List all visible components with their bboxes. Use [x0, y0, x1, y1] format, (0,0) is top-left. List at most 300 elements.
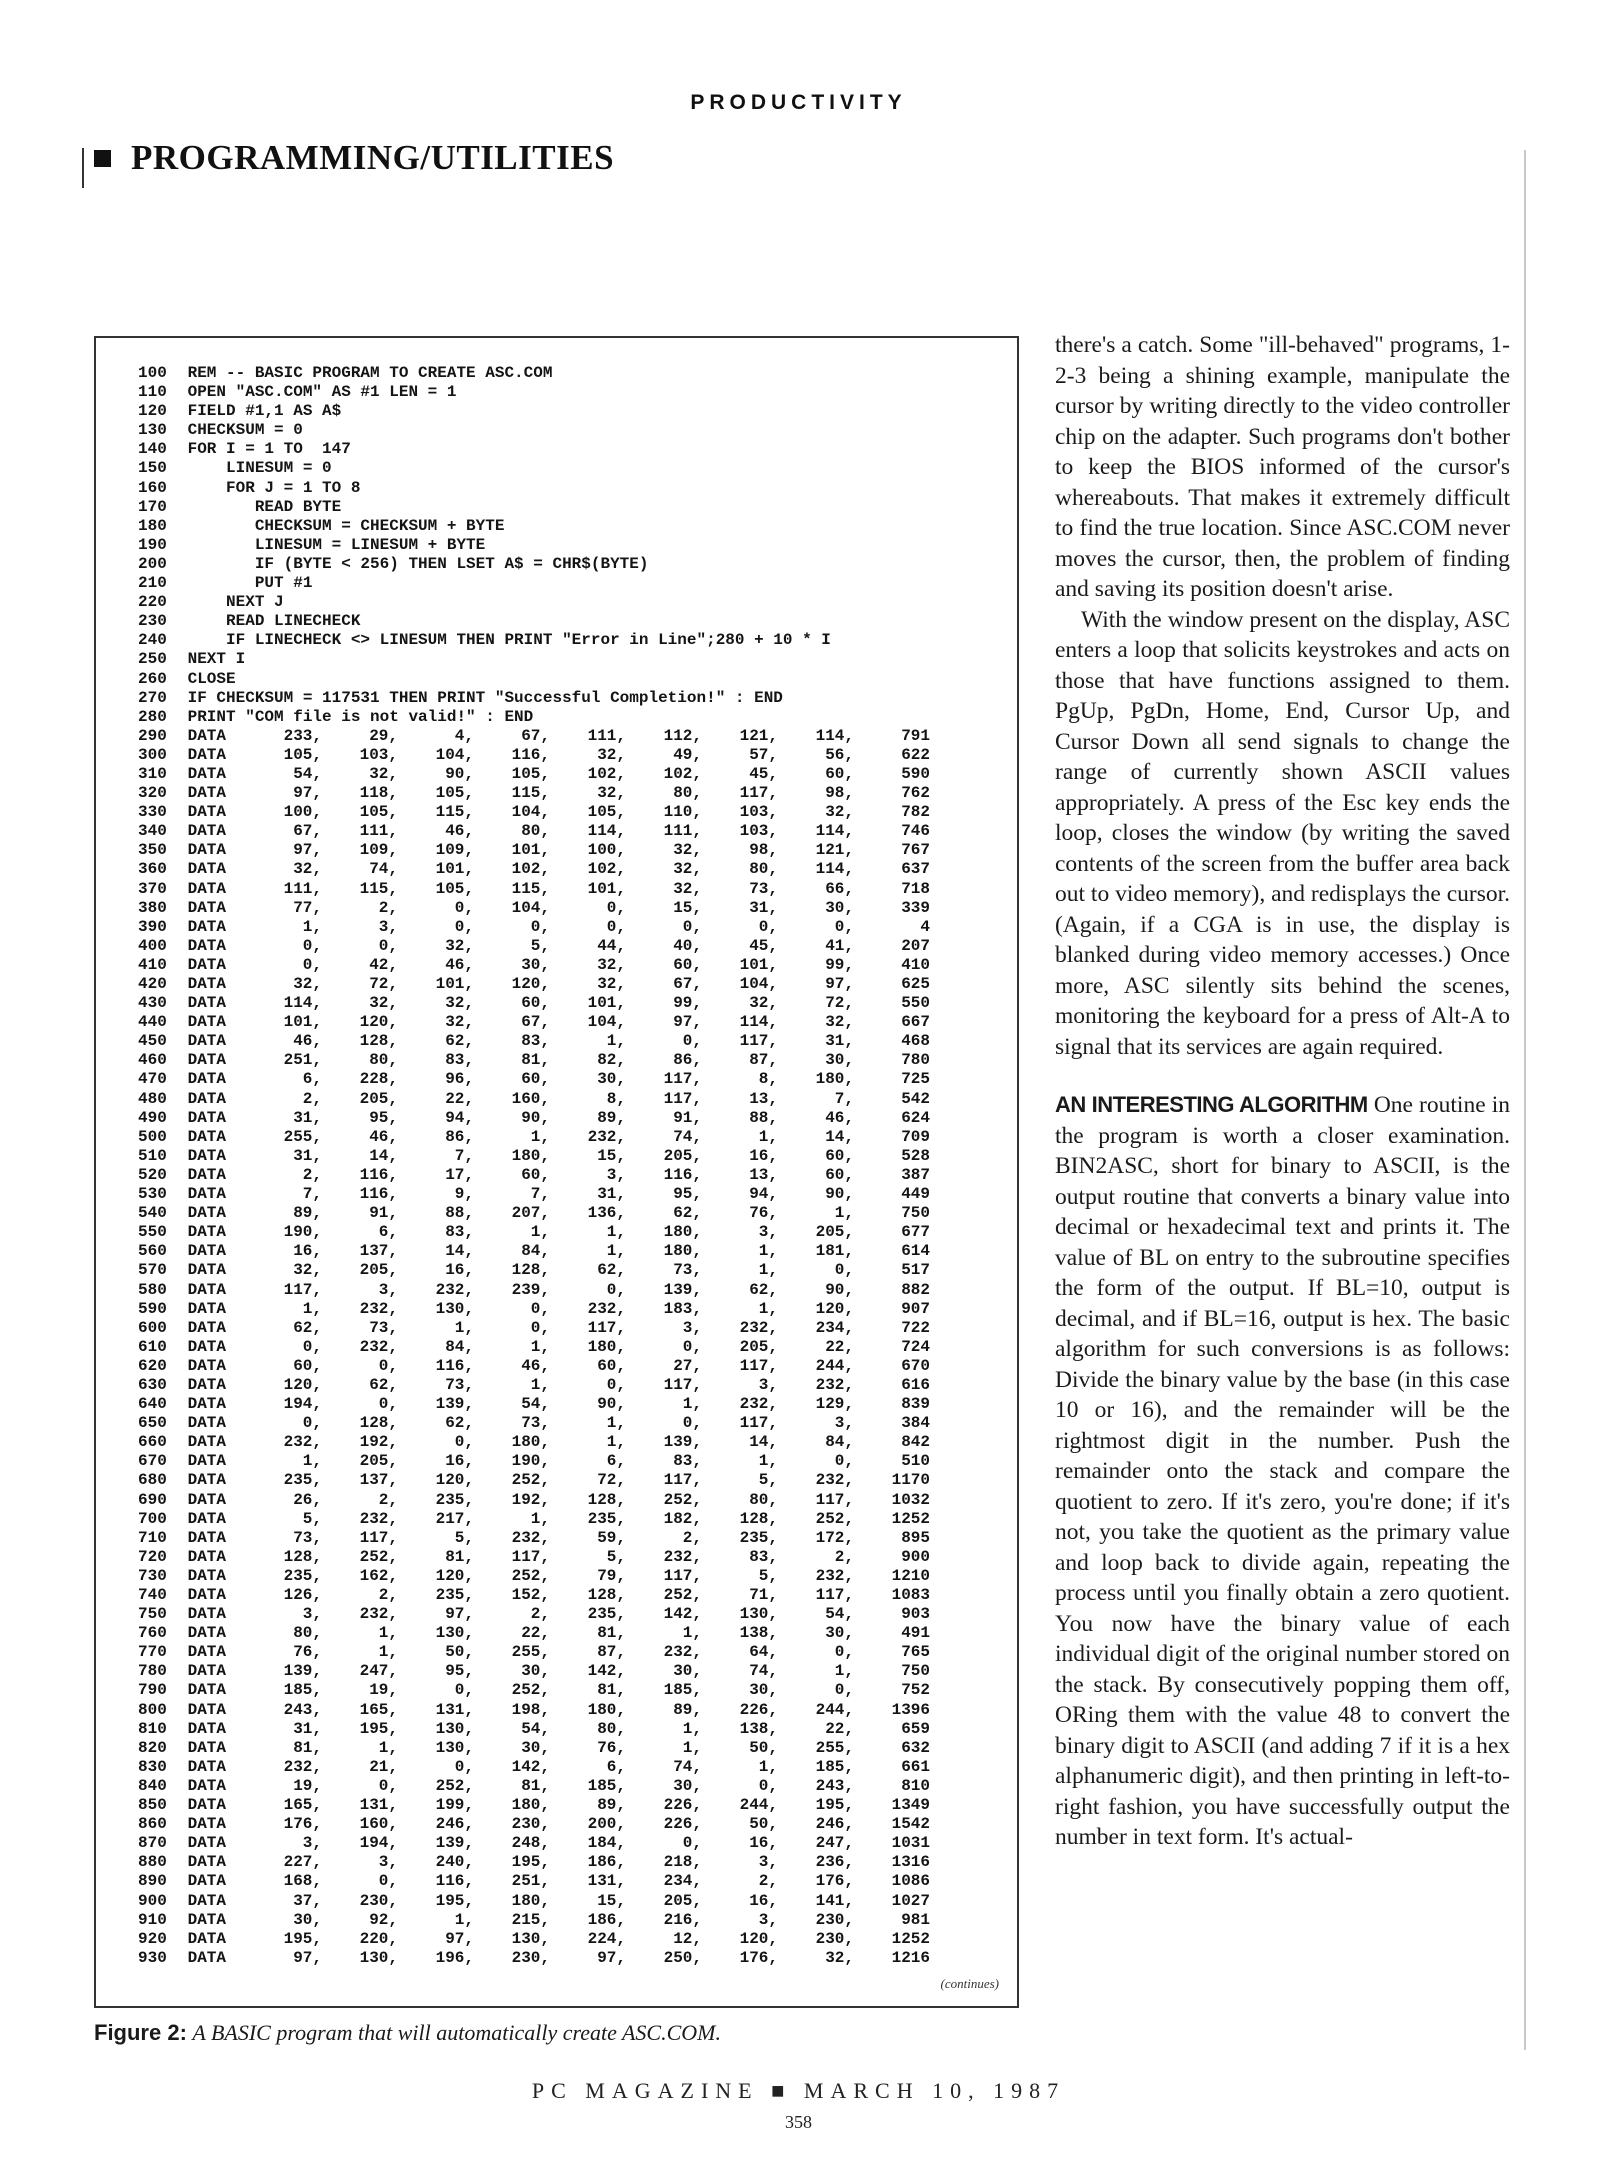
line-checksum: 670	[901, 1356, 930, 1375]
line-number: 700	[138, 1509, 167, 1528]
data-byte: 1,	[530, 1509, 550, 1528]
line-checksum: 624	[901, 1108, 930, 1127]
line-checksum: 1086	[891, 1872, 930, 1891]
data-byte: 89,	[597, 1108, 626, 1127]
data-byte: 80,	[597, 1719, 626, 1738]
data-line	[138, 860, 1008, 879]
data-byte: 131,	[359, 1796, 398, 1815]
data-byte: 248,	[511, 1834, 550, 1853]
data-byte: 220,	[359, 1929, 398, 1948]
data-byte: 228,	[359, 1070, 398, 1089]
data-byte: 117,	[511, 1547, 550, 1566]
data-byte: 142,	[511, 1757, 550, 1776]
data-byte: 0,	[834, 917, 854, 936]
data-byte: 1,	[530, 1127, 550, 1146]
data-byte: 32,	[445, 994, 474, 1013]
data-byte: 2,	[302, 1089, 322, 1108]
line-number: 160	[138, 478, 167, 497]
data-keyword: DATA	[178, 1948, 227, 1967]
line-number: 670	[138, 1452, 167, 1471]
data-byte: 15,	[673, 898, 702, 917]
data-byte: 184,	[587, 1834, 626, 1853]
data-byte: 97,	[293, 1948, 322, 1967]
line-number: 540	[138, 1204, 167, 1223]
data-byte: 60,	[293, 1356, 322, 1375]
data-byte: 13,	[749, 1089, 778, 1108]
data-byte: 32,	[369, 994, 398, 1013]
data-byte: 6,	[606, 1757, 626, 1776]
data-keyword: DATA	[178, 1433, 227, 1452]
page-number: 358	[785, 2112, 812, 2132]
data-keyword: DATA	[178, 1605, 227, 1624]
data-byte: 252,	[663, 1490, 702, 1509]
data-byte: 115,	[511, 784, 550, 803]
line-checksum: 1083	[891, 1586, 930, 1604]
data-byte: 194,	[283, 1395, 322, 1414]
data-byte: 126,	[283, 1586, 322, 1604]
data-byte: 80,	[673, 784, 702, 803]
data-byte: 83,	[445, 1051, 474, 1070]
data-byte: 71,	[749, 1586, 778, 1604]
data-byte: 0,	[834, 1681, 854, 1700]
data-line	[138, 1567, 1008, 1586]
data-line	[138, 1319, 1008, 1338]
data-byte: 62,	[749, 1280, 778, 1299]
line-number: 550	[138, 1223, 167, 1242]
basic-statement: LINESUM = LINESUM + BYTE	[178, 535, 486, 554]
line-number: 930	[138, 1948, 167, 1967]
data-byte: 14,	[749, 1433, 778, 1452]
data-line	[138, 1051, 1008, 1070]
data-line	[138, 1471, 1008, 1490]
data-byte: 116,	[359, 1185, 398, 1204]
line-number: 590	[138, 1299, 167, 1318]
data-byte: 46,	[825, 1108, 854, 1127]
data-byte: 1,	[378, 1738, 398, 1757]
data-byte: 32,	[597, 745, 626, 764]
data-byte: 192,	[359, 1433, 398, 1452]
line-checksum: 614	[901, 1242, 930, 1261]
data-byte: 97,	[445, 1605, 474, 1624]
data-byte: 32,	[445, 936, 474, 955]
basic-statement: PUT #1	[178, 574, 313, 593]
basic-code-listing	[138, 364, 1008, 1968]
data-byte: 205,	[739, 1337, 778, 1356]
line-checksum: 622	[901, 745, 930, 764]
data-line	[138, 803, 1008, 822]
data-byte: 255,	[815, 1738, 854, 1757]
data-byte: 91,	[673, 1108, 702, 1127]
data-byte: 226,	[739, 1700, 778, 1719]
data-line	[138, 1872, 1008, 1891]
section-label: PRODUCTIVITY	[690, 91, 907, 114]
data-byte: 100,	[283, 803, 322, 822]
data-keyword: DATA	[178, 917, 227, 936]
line-checksum: 4	[920, 917, 930, 936]
data-byte: 81,	[597, 1624, 626, 1643]
data-byte: 128,	[283, 1547, 322, 1566]
data-byte: 74,	[673, 1757, 702, 1776]
data-byte: 4,	[454, 726, 474, 745]
data-byte: 31,	[293, 1719, 322, 1738]
data-byte: 90,	[825, 1280, 854, 1299]
line-number: 520	[138, 1165, 167, 1184]
data-keyword: DATA	[178, 1471, 227, 1490]
data-byte: 32,	[597, 975, 626, 993]
line-checksum: 752	[901, 1681, 930, 1700]
data-byte: 88,	[445, 1204, 474, 1223]
data-byte: 95,	[445, 1662, 474, 1681]
data-line	[138, 1090, 1008, 1109]
line-number: 560	[138, 1242, 167, 1261]
data-byte: 3,	[606, 1165, 626, 1184]
data-byte: 5,	[758, 1566, 778, 1585]
caption-text: A BASIC program that will automatically create ASC.COM.	[192, 2020, 721, 2045]
data-line	[138, 1853, 1008, 1872]
data-byte: 130,	[435, 1738, 474, 1757]
department-title-text: PROGRAMMING/UTILITIES	[131, 138, 615, 177]
data-byte: 3,	[834, 1414, 854, 1433]
data-byte: 32,	[673, 860, 702, 879]
data-byte: 128,	[587, 1586, 626, 1604]
line-checksum: 724	[901, 1337, 930, 1356]
data-byte: 243,	[815, 1776, 854, 1795]
data-byte: 250,	[663, 1948, 702, 1967]
data-byte: 116,	[435, 1356, 474, 1375]
line-number: 650	[138, 1414, 167, 1433]
data-byte: 116,	[435, 1872, 474, 1891]
line-number: 730	[138, 1566, 167, 1585]
data-byte: 116,	[511, 745, 550, 764]
line-checksum: 1210	[891, 1566, 930, 1585]
data-line	[138, 1624, 1008, 1643]
line-checksum: 900	[901, 1547, 930, 1566]
line-number: 260	[138, 669, 167, 688]
data-byte: 5,	[758, 1471, 778, 1490]
line-checksum: 659	[901, 1719, 930, 1738]
line-checksum: 491	[901, 1624, 930, 1643]
line-number: 310	[138, 764, 167, 783]
data-byte: 83,	[749, 1547, 778, 1566]
data-byte: 251,	[511, 1872, 550, 1891]
line-checksum: 762	[901, 784, 930, 803]
data-byte: 105,	[587, 803, 626, 822]
column-rule	[1524, 150, 1526, 2050]
data-byte: 103,	[739, 822, 778, 841]
line-checksum: 1216	[891, 1948, 930, 1967]
data-keyword: DATA	[178, 1834, 227, 1853]
data-byte: 205,	[359, 1452, 398, 1471]
line-number: 900	[138, 1891, 167, 1910]
data-keyword: DATA	[178, 1032, 227, 1051]
data-byte: 195,	[359, 1719, 398, 1738]
data-line	[138, 1739, 1008, 1758]
data-byte: 0,	[454, 898, 474, 917]
data-byte: 138,	[739, 1624, 778, 1643]
line-number: 810	[138, 1719, 167, 1738]
data-byte: 57,	[749, 745, 778, 764]
code-line	[138, 479, 1008, 498]
data-byte: 60,	[825, 1146, 854, 1165]
line-checksum: 468	[901, 1032, 930, 1051]
data-byte: 230,	[815, 1929, 854, 1948]
data-byte: 67,	[673, 975, 702, 993]
data-byte: 73,	[369, 1318, 398, 1337]
data-keyword: DATA	[178, 1853, 227, 1872]
data-byte: 234,	[815, 1318, 854, 1337]
data-byte: 32,	[293, 860, 322, 879]
data-byte: 3,	[758, 1910, 778, 1929]
article-paragraph-with-subhead	[1055, 1090, 1510, 1853]
data-byte: 232,	[815, 1375, 854, 1394]
line-checksum: 782	[901, 803, 930, 822]
data-byte: 90,	[597, 1395, 626, 1414]
data-byte: 215,	[511, 1910, 550, 1929]
data-byte: 162,	[359, 1566, 398, 1585]
line-number: 240	[138, 631, 167, 650]
data-byte: 139,	[435, 1834, 474, 1853]
basic-statement: READ BYTE	[178, 497, 342, 516]
data-byte: 2,	[834, 1547, 854, 1566]
data-keyword: DATA	[178, 1280, 227, 1299]
article-paragraph: there's a catch. Some "ill-behaved" programs, 1-2-3 being a shining example, manipulate the cursor by writing directly to the video controller chip on the adapter. Such programs don't bother to keep the BIOS informed of the cursor's whereabouts. That makes it extremely difficult to find the true location. Since ASC.COM never moves the cursor, then, the problem of finding and saving its position doesn't arise.	[1055, 332, 1510, 602]
data-byte: 232,	[587, 1127, 626, 1146]
data-byte: 232,	[587, 1299, 626, 1318]
data-line	[138, 1070, 1008, 1089]
code-line	[138, 402, 1008, 421]
data-byte: 50,	[749, 1738, 778, 1757]
data-byte: 32,	[597, 955, 626, 974]
data-byte: 128,	[739, 1509, 778, 1528]
data-byte: 230,	[511, 1815, 550, 1834]
data-byte: 165,	[359, 1700, 398, 1719]
data-byte: 6,	[606, 1452, 626, 1471]
line-checksum: 750	[901, 1662, 930, 1681]
data-byte: 139,	[435, 1395, 474, 1414]
line-number: 250	[138, 650, 167, 669]
data-byte: 73,	[749, 879, 778, 898]
data-byte: 95,	[369, 1108, 398, 1127]
data-byte: 0,	[454, 1681, 474, 1700]
line-number: 780	[138, 1662, 167, 1681]
figure-2-listing	[94, 336, 1019, 2008]
data-keyword: DATA	[178, 1299, 227, 1318]
data-byte: 182,	[663, 1509, 702, 1528]
data-byte: 105,	[283, 745, 322, 764]
data-byte: 60,	[521, 1165, 550, 1184]
data-byte: 244,	[739, 1796, 778, 1815]
line-number: 500	[138, 1127, 167, 1146]
data-byte: 86,	[445, 1127, 474, 1146]
basic-statement: CLOSE	[178, 669, 236, 688]
data-byte: 115,	[359, 879, 398, 898]
data-byte: 232,	[359, 1337, 398, 1356]
data-byte: 235,	[739, 1528, 778, 1547]
data-byte: 80,	[293, 1624, 322, 1643]
line-checksum: 791	[901, 726, 930, 745]
line-checksum: 903	[901, 1605, 930, 1624]
data-byte: 67,	[521, 1013, 550, 1032]
data-byte: 111,	[359, 822, 398, 841]
data-byte: 217,	[435, 1509, 474, 1528]
line-number: 740	[138, 1586, 167, 1604]
data-byte: 22,	[825, 1719, 854, 1738]
data-byte: 14,	[369, 1146, 398, 1165]
data-keyword: DATA	[178, 1375, 227, 1394]
data-byte: 185,	[663, 1681, 702, 1700]
data-keyword: DATA	[178, 879, 227, 898]
data-byte: 117,	[739, 1356, 778, 1375]
data-byte: 32,	[673, 841, 702, 860]
line-number: 890	[138, 1872, 167, 1891]
data-byte: 2,	[302, 1165, 322, 1184]
data-byte: 64,	[749, 1643, 778, 1662]
data-byte: 8,	[606, 1089, 626, 1108]
data-keyword: DATA	[178, 1776, 227, 1795]
data-byte: 32,	[445, 1013, 474, 1032]
data-byte: 121,	[815, 841, 854, 860]
line-number: 680	[138, 1471, 167, 1490]
data-byte: 22,	[825, 1337, 854, 1356]
data-byte: 1,	[302, 1452, 322, 1471]
data-byte: 87,	[749, 1051, 778, 1070]
data-line	[138, 1452, 1008, 1471]
data-byte: 240,	[435, 1853, 474, 1872]
data-byte: 252,	[511, 1471, 550, 1490]
data-line	[138, 1395, 1008, 1414]
data-byte: 1,	[606, 1414, 626, 1433]
basic-statement: CHECKSUM = 0	[178, 421, 303, 440]
code-line	[138, 612, 1008, 631]
data-byte: 205,	[815, 1223, 854, 1242]
data-byte: 252,	[663, 1586, 702, 1604]
data-byte: 98,	[825, 784, 854, 803]
data-byte: 120,	[435, 1566, 474, 1585]
data-byte: 101,	[435, 860, 474, 879]
data-byte: 0,	[682, 1032, 702, 1051]
data-byte: 128,	[359, 1032, 398, 1051]
data-byte: 92,	[369, 1910, 398, 1929]
continues-note: (continues)	[940, 1976, 999, 1991]
data-byte: 1,	[758, 1452, 778, 1471]
data-byte: 142,	[663, 1605, 702, 1624]
data-byte: 14,	[825, 1127, 854, 1146]
square-bullet-icon	[94, 150, 111, 167]
data-byte: 84,	[825, 1433, 854, 1452]
data-byte: 21,	[369, 1757, 398, 1776]
data-byte: 114,	[815, 860, 854, 879]
data-byte: 62,	[445, 1414, 474, 1433]
data-byte: 1,	[378, 1643, 398, 1662]
data-line	[138, 1166, 1008, 1185]
line-checksum: 722	[901, 1318, 930, 1337]
data-byte: 165,	[283, 1796, 322, 1815]
data-byte: 73,	[293, 1528, 322, 1547]
data-byte: 1,	[606, 1032, 626, 1051]
line-number: 920	[138, 1929, 167, 1948]
data-byte: 195,	[815, 1796, 854, 1815]
data-byte: 218,	[663, 1853, 702, 1872]
data-byte: 95,	[673, 1185, 702, 1204]
data-keyword: DATA	[178, 1738, 227, 1757]
data-byte: 16,	[445, 1452, 474, 1471]
line-number: 570	[138, 1261, 167, 1280]
data-byte: 185,	[283, 1681, 322, 1700]
data-line	[138, 746, 1008, 765]
data-byte: 0,	[378, 1776, 398, 1795]
line-number: 420	[138, 975, 167, 993]
data-byte: 235,	[587, 1509, 626, 1528]
line-checksum: 981	[901, 1910, 930, 1929]
data-byte: 40,	[673, 936, 702, 955]
data-byte: 205,	[359, 1089, 398, 1108]
department-title	[94, 138, 614, 178]
data-byte: 137,	[359, 1242, 398, 1261]
data-byte: 80,	[369, 1051, 398, 1070]
line-number: 600	[138, 1318, 167, 1337]
data-byte: 60,	[825, 1165, 854, 1184]
data-byte: 81,	[597, 1681, 626, 1700]
data-byte: 236,	[815, 1853, 854, 1872]
data-byte: 232,	[359, 1299, 398, 1318]
data-byte: 99,	[825, 955, 854, 974]
data-byte: 54,	[521, 1395, 550, 1414]
data-byte: 232,	[739, 1318, 778, 1337]
data-line	[138, 1204, 1008, 1223]
data-byte: 97,	[293, 841, 322, 860]
data-byte: 216,	[663, 1910, 702, 1929]
data-byte: 13,	[749, 1165, 778, 1184]
data-byte: 1,	[758, 1261, 778, 1280]
code-line	[138, 536, 1008, 555]
data-byte: 205,	[359, 1261, 398, 1280]
data-byte: 152,	[511, 1586, 550, 1604]
data-byte: 0,	[834, 1643, 854, 1662]
data-byte: 3,	[758, 1853, 778, 1872]
data-byte: 97,	[673, 1013, 702, 1032]
data-byte: 224,	[587, 1929, 626, 1948]
data-byte: 15,	[597, 1891, 626, 1910]
line-number: 220	[138, 593, 167, 612]
data-byte: 97,	[293, 784, 322, 803]
data-keyword: DATA	[178, 1891, 227, 1910]
data-line	[138, 1758, 1008, 1777]
data-byte: 3,	[302, 1834, 322, 1853]
line-number: 320	[138, 784, 167, 803]
data-byte: 186,	[587, 1853, 626, 1872]
data-keyword: DATA	[178, 726, 227, 745]
data-byte: 252,	[815, 1509, 854, 1528]
data-keyword: DATA	[178, 1757, 227, 1776]
data-byte: 232,	[663, 1547, 702, 1566]
data-byte: 31,	[749, 898, 778, 917]
data-byte: 73,	[445, 1375, 474, 1394]
line-number: 130	[138, 421, 167, 440]
data-byte: 114,	[815, 726, 854, 745]
line-number: 760	[138, 1624, 167, 1643]
data-byte: 1,	[682, 1719, 702, 1738]
data-byte: 89,	[293, 1204, 322, 1223]
data-byte: 130,	[511, 1929, 550, 1948]
data-byte: 117,	[283, 1280, 322, 1299]
data-byte: 1,	[758, 1757, 778, 1776]
data-byte: 205,	[663, 1891, 702, 1910]
line-number: 860	[138, 1815, 167, 1834]
data-keyword: DATA	[178, 1127, 227, 1146]
data-line	[138, 899, 1008, 918]
data-byte: 60,	[825, 764, 854, 783]
line-number: 330	[138, 803, 167, 822]
